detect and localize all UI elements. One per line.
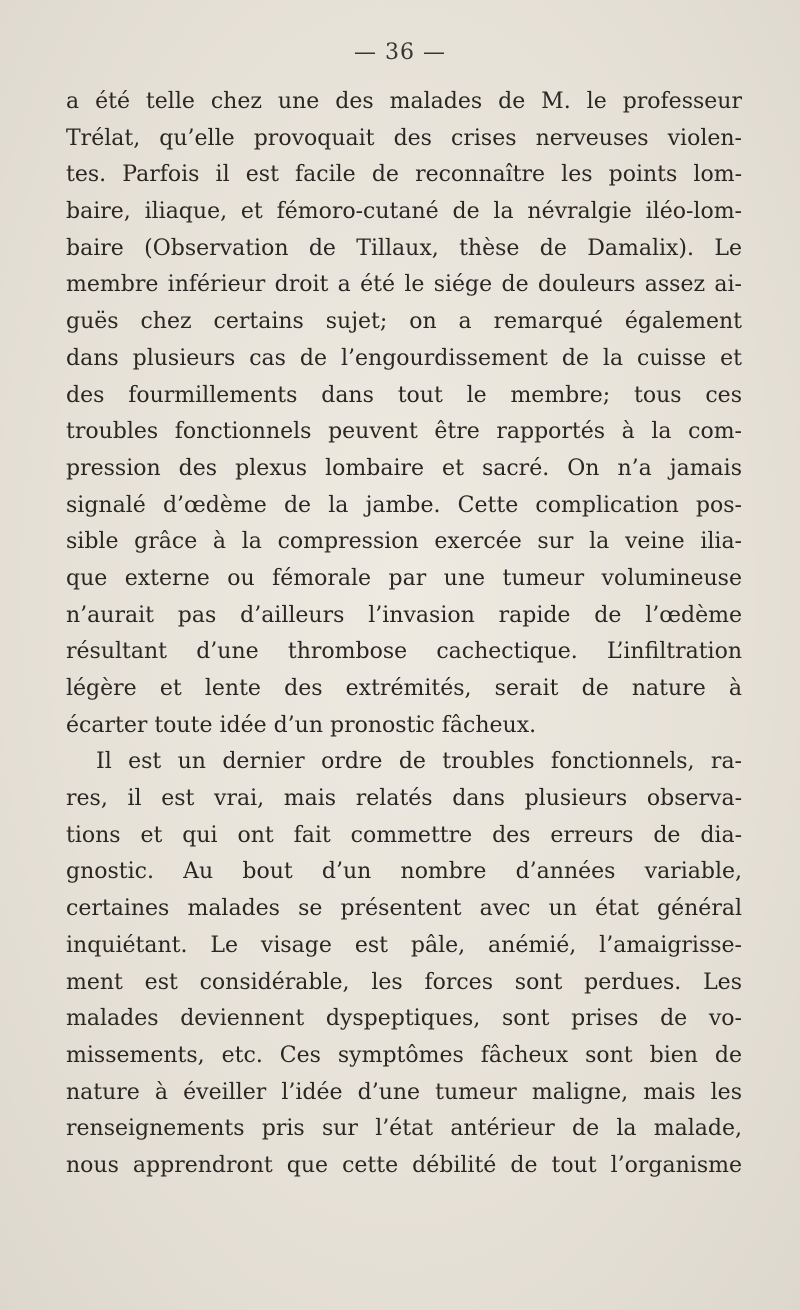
text-line: missements, etc. Ces symptômes fâcheux sont bien de [66,1042,742,1068]
text-line: Trélat, qu’elle provoquait des crises nerveuses violen- [66,125,742,151]
text-line: membre inférieur droit a été le siége de douleurs assez ai- [66,272,742,298]
text-line: signalé d’œdème de la jambe. Cette complication pos- [66,492,742,518]
text-line: des fourmillements dans tout le membre; tous ces [66,382,742,408]
paragraph-end-line: écarter toute idée d’un pronostic fâcheux. [66,712,537,738]
text-line: renseignements pris sur l’état antérieur de la malade, [66,1116,742,1142]
text-line: a été telle chez une des malades de M. le professeur [66,89,742,114]
text-line: pression des plexus lombaire et sacré. On n’a jamais [66,455,742,481]
text-line: n’aurait pas d’ailleurs l’invasion rapide de l’œdème [66,602,742,628]
text-line: guës chez certains sujet; on a remarqué également [66,309,742,335]
text-line: baire (Observation de Tillaux, thèse de Damalix). Le [66,235,742,261]
text-line: légère et lente des extrémités, serait de nature à [66,676,742,701]
body-text [66,84,742,1185]
text-line: que externe ou fémorale par une tumeur volumineuse [66,565,742,591]
paragraph-start-line: Il est un dernier ordre de troubles fonctionnels, ra- [96,749,742,775]
text-line: nous apprendront que cette débilité de tout l’organisme [66,1152,742,1178]
text-line: dans plusieurs cas de l’engourdissement de la cuisse et [66,345,742,371]
text-line: résultant d’une thrombose cachectique. L’infiltration [66,639,742,665]
text-line: res, il est vrai, mais relatés dans plusieurs observa- [66,786,742,812]
text-line: malades deviennent dyspeptiques, sont prises de vo- [66,1006,742,1032]
text-line: ment est considérable, les forces sont perdues. Les [66,969,742,995]
text-line: tions et qui ont fait commettre des erreurs de dia- [66,822,742,848]
page-number: — 36 — [354,40,446,65]
text-line: baire, iliaque, et fémoro-cutané de la névralgie iléo-lom- [66,199,742,225]
text-line: inquiétant. Le visage est pâle, anémié, l’amaigrisse- [66,932,742,958]
text-line: nature à éveiller l’idée d’une tumeur maligne, mais les [66,1079,742,1105]
text-line: gnostic. Au bout d’un nombre d’années variable, [66,859,742,885]
text-line: sible grâce à la compression exercée sur la veine ilia- [66,529,742,555]
text-line: certaines malades se présentent avec un état général [66,896,742,922]
text-line: troubles fonctionnels peuvent être rapportés à la com- [66,419,742,445]
text-line: tes. Parfois il est facile de reconnaître les points lom- [66,162,742,188]
